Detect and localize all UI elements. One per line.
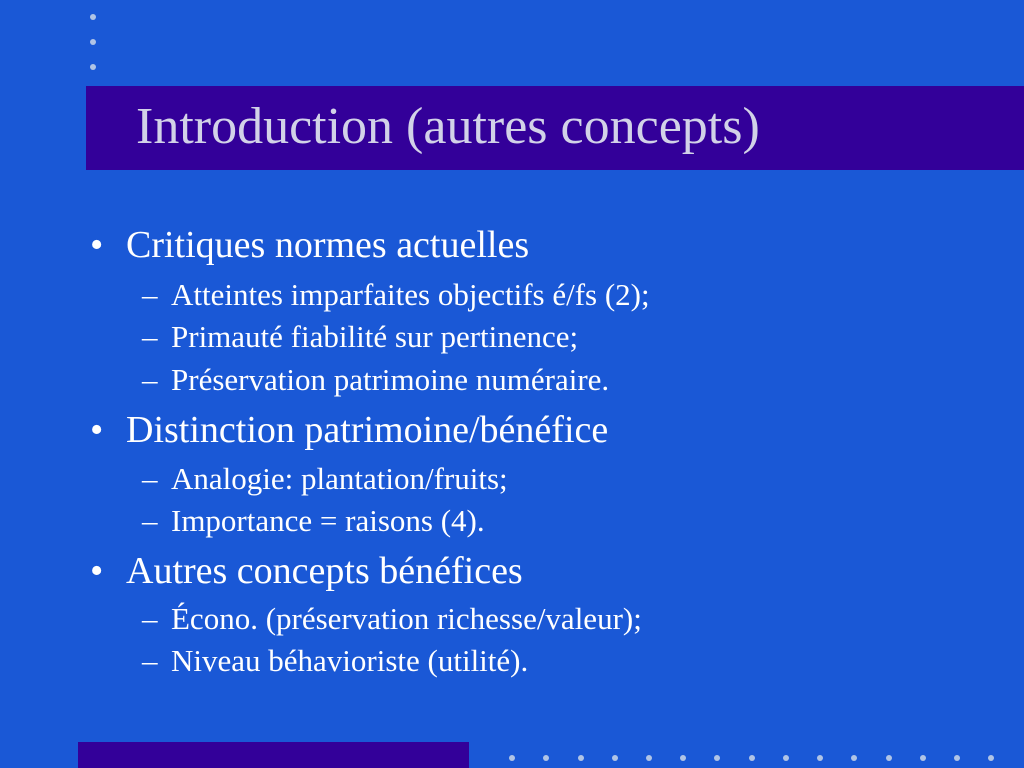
slide-title: Introduction (autres concepts)	[136, 98, 760, 155]
sub-item-text: Niveau béhavioriste (utilité).	[171, 643, 529, 678]
sub-item-text: Écono. (préservation richesse/valeur);	[171, 601, 642, 636]
decor-dot-bottom-14	[954, 755, 960, 761]
bullet-mark: •	[90, 409, 104, 451]
sub-item-text: Atteintes imparfaites objectifs é/fs (2);	[171, 277, 650, 312]
decor-dot-bottom-4	[612, 755, 618, 761]
sub-item-text: Primauté fiabilité sur pertinence;	[171, 319, 579, 354]
bullet-text: Distinction patrimoine/bénéfice	[126, 409, 609, 451]
dash-mark: –	[142, 461, 158, 496]
bullet-mark: •	[90, 224, 104, 266]
sub-item-text: Préservation patrimoine numéraire.	[171, 362, 610, 397]
sub-item	[142, 318, 578, 356]
decor-dot-bottom-2	[543, 755, 549, 761]
decor-dot-bottom-6	[680, 755, 686, 761]
sub-item	[142, 642, 528, 680]
footer-bar	[78, 742, 469, 768]
decor-dot-bottom-9	[783, 755, 789, 761]
decor-dot-bottom-11	[851, 755, 857, 761]
sub-item	[142, 600, 642, 638]
decor-dot-bottom-7	[714, 755, 720, 761]
dash-mark: –	[142, 503, 158, 538]
dash-mark: –	[142, 319, 158, 354]
bullet-item	[90, 549, 523, 593]
sub-item-text: Importance = raisons (4).	[171, 503, 485, 538]
bullet-mark: •	[90, 550, 104, 592]
decor-dot-bottom-13	[920, 755, 926, 761]
dash-mark: –	[142, 601, 158, 636]
bullet-text: Critiques normes actuelles	[126, 224, 530, 266]
decor-dot-bottom-12	[886, 755, 892, 761]
sub-item-text: Analogie: plantation/fruits;	[171, 461, 508, 496]
sub-item	[142, 361, 609, 399]
decor-dot-bottom-5	[646, 755, 652, 761]
sub-item	[142, 460, 508, 498]
decor-dot-bottom-8	[749, 755, 755, 761]
dash-mark: –	[142, 277, 158, 312]
dash-mark: –	[142, 643, 158, 678]
bullet-item	[90, 223, 529, 267]
bullet-text: Autres concepts bénéfices	[126, 550, 523, 592]
sub-item	[142, 502, 485, 540]
bullet-item	[90, 408, 608, 452]
dash-mark: –	[142, 362, 158, 397]
decor-dot-bottom-15	[988, 755, 994, 761]
sub-item	[142, 276, 650, 314]
decor-dot-bottom-1	[509, 755, 515, 761]
decor-dot-bottom-3	[578, 755, 584, 761]
decor-dot-bottom-10	[817, 755, 823, 761]
